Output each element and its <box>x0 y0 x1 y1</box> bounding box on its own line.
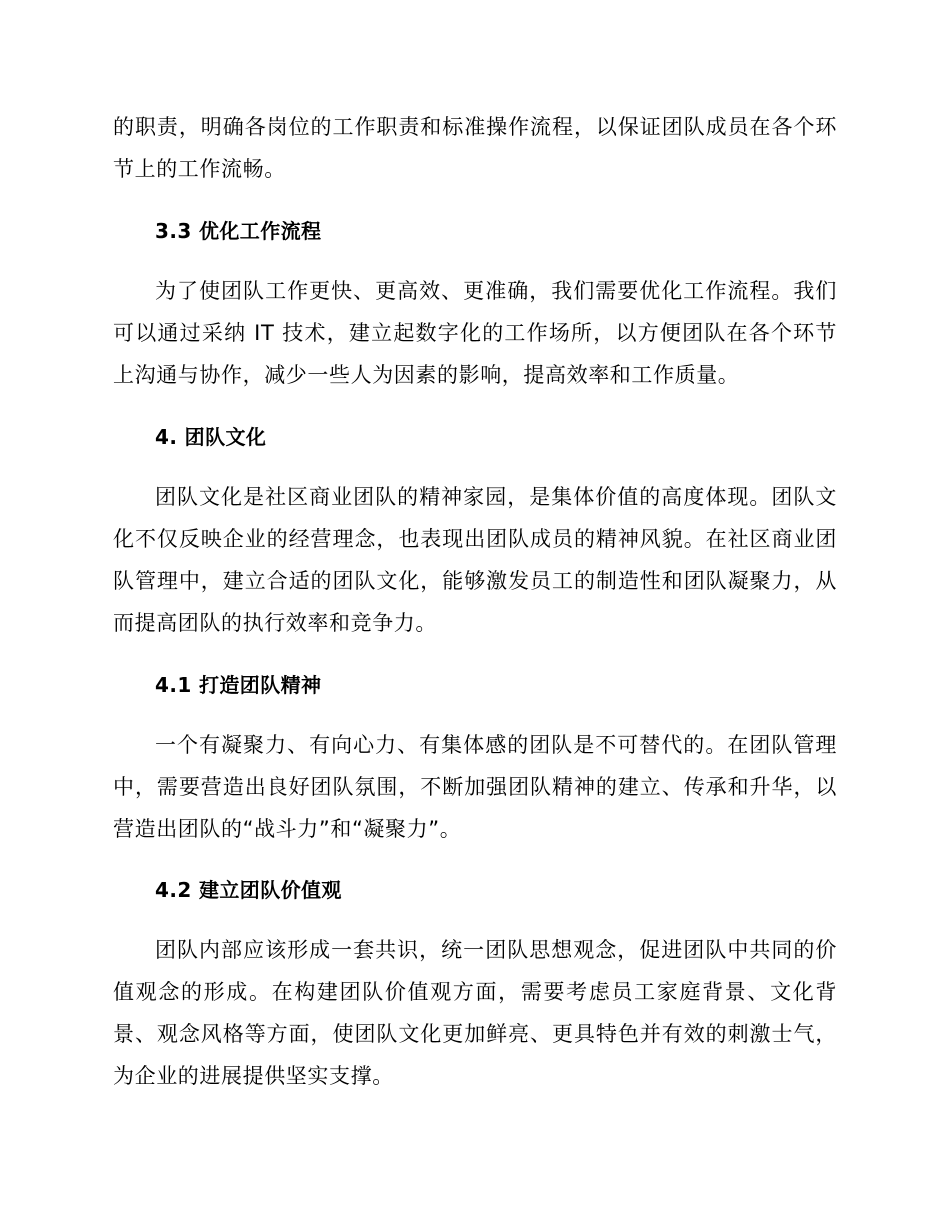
section-heading-4-2: 4.2 建立团队价值观 <box>155 878 342 902</box>
intro-paragraph: 的职责，明确各岗位的工作职责和标准操作流程，以保证团队成员在各个环节上的工作流畅。 <box>113 115 837 181</box>
section-4-paragraph: 团队文化是社区商业团队的精神家园，是集体价值的高度体现。团队文化不仅反映企业的经营理念，也表现出团队成员的精神风貌。在社区商业团队管理中，建立合适的团队文化，能够激发员工的制造性和团队凝聚力，从而提高团队的执行效率和竞争力。 <box>113 485 837 635</box>
section-heading-3-3: 3.3 优化工作流程 <box>155 219 322 243</box>
section-heading-4: 4. 团队文化 <box>155 425 267 449</box>
section-3-3-paragraph: 为了使团队工作更快、更高效、更准确，我们需要优化工作流程。我们可以通过采纳 IT 技术，建立起数字化的工作场所，以方便团队在各个环节上沟通与协作，减少一些人为因素的影响，提高效率和工作质量。 <box>113 279 837 387</box>
section-4-2-paragraph: 团队内部应该形成一套共识，统一团队思想观念，促进团队中共同的价值观念的形成。在构建团队价值观方面，需要考虑员工家庭背景、文化背景、观念风格等方面，使团队文化更加鲜亮、更具特色并有效的刺激士气，为企业的进展提供坚实支撑。 <box>113 938 837 1088</box>
section-4-1-paragraph: 一个有凝聚力、有向心力、有集体感的团队是不可替代的。在团队管理中，需要营造出良好团队氛围，不断加强团队精神的建立、传承和升华，以营造出团队的“战斗力”和“凝聚力”。 <box>113 733 837 841</box>
section-heading-4-1: 4.1 打造团队精神 <box>155 673 322 697</box>
